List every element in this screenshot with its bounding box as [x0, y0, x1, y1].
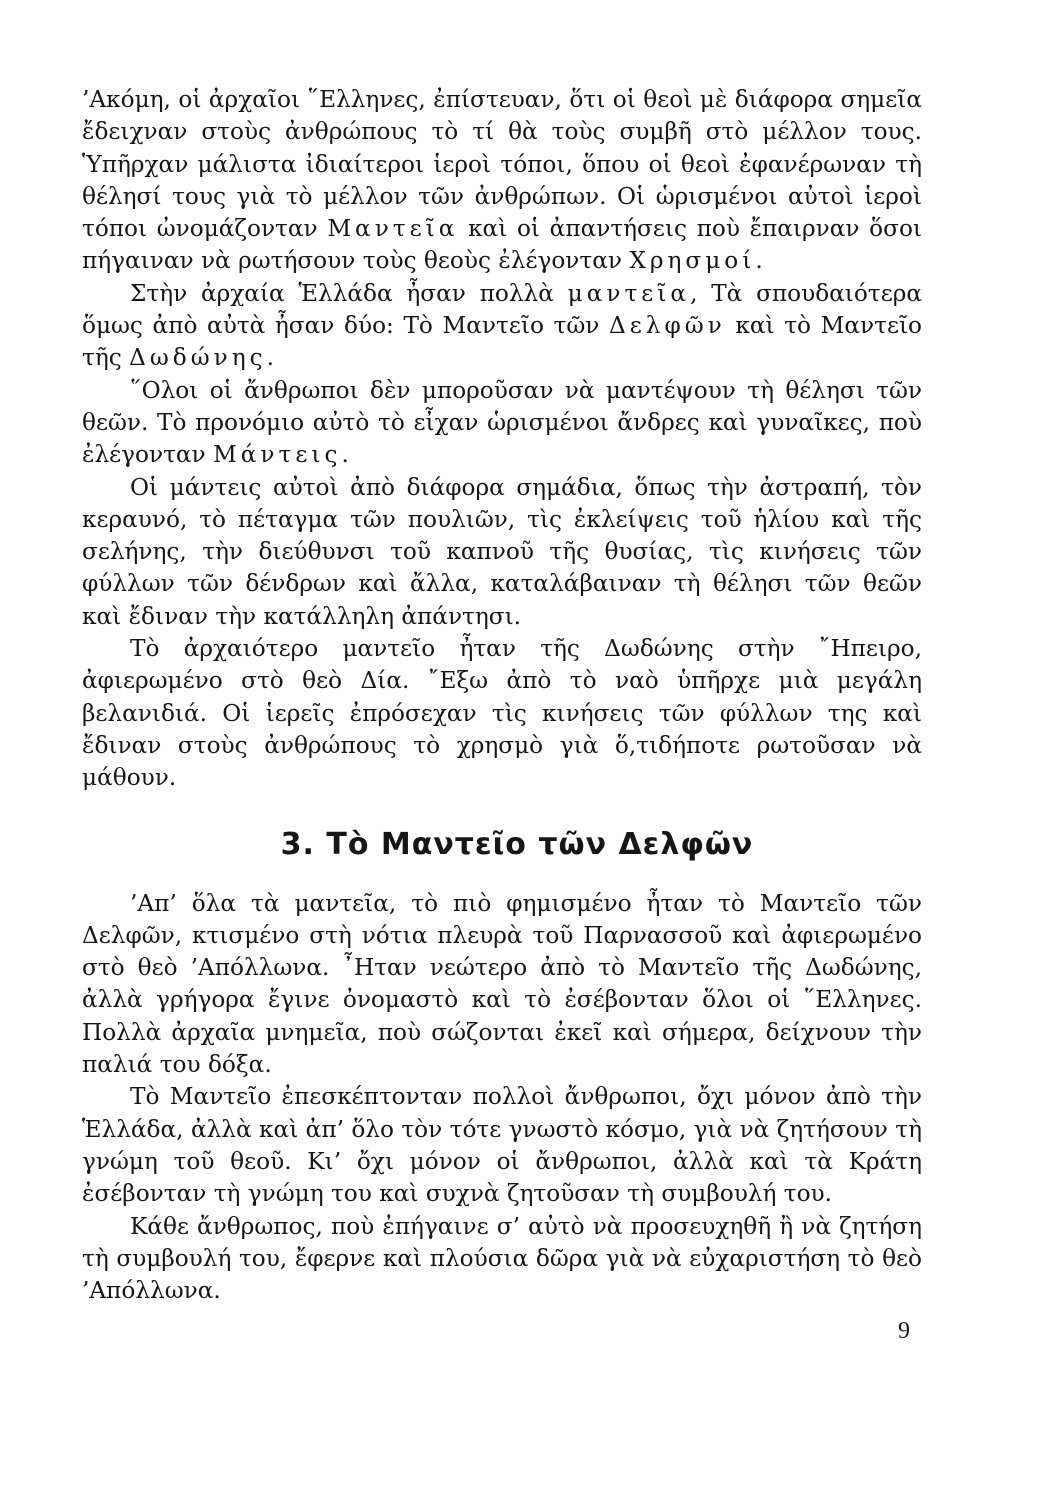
paragraph-dodona — [82, 633, 922, 794]
term-chrismoi: Χρησμοί — [629, 247, 756, 275]
page-number: 9 — [898, 1318, 910, 1344]
body-before-heading — [82, 84, 922, 795]
section-heading: 3. Τὸ Μαντεῖο τῶν Δελφῶν — [280, 826, 754, 862]
text-run: . — [755, 247, 763, 275]
text-run: καὶ τὸ Μαντεῖο τῆς — [82, 312, 923, 372]
text-run: ῞Ολοι οἱ ἄνθρωποι δὲν μποροῦσαν νὰ μαντέψουν τὴ θέλησι τῶν θεῶν. Τὸ προνόμιο αὐτὸ τὸ εἶχαν ὡρισμένοι ἄνδρες καὶ γυναῖκες, ποὺ ἐλέγονταν — [82, 376, 922, 469]
text-run: . — [266, 344, 274, 372]
term-manteia: Μαντεῖα — [327, 215, 459, 243]
term-delphi: Δελφῶν — [609, 312, 726, 340]
text-run: Κάθε ἄνθρωπος, ποὺ ἐπήγαινε σ’ αὐτὸ νὰ προσευχηθῆ ἢ νὰ ζητήση τὴ συμβουλή του, ἔφερνε καὶ πλούσια δῶρα γιὰ νὰ εὐχαριστήση τὸ θεὸ ’Απόλλωνα. — [82, 1212, 922, 1305]
term-manteis: Μάντεις — [213, 441, 342, 469]
text-run: ’Ακόμη, οἱ ἀρχαῖοι ῞Ελληνες, ἐπίστευαν, ὅτι οἱ θεοὶ μὲ διάφορα σημεῖα ἔδειχναν στοὺς ἀνθρώπους τὸ τί θὰ τοὺς συμβῆ στὸ μέλλον τους. Ὑπῆρχαν μάλιστα ἰδιαίτεροι ἱεροὶ τόποι, ὅπου οἱ θεοὶ ἐφανέρωναν τὴ θέλησί τους γιὰ τὸ μέλλον τῶν ἀνθρώπων. Οἱ ὡρισμένοι αὐτοὶ ἱεροὶ τόποι ὠνομάζονταν — [82, 86, 922, 243]
text-run: Τὸ ἀρχαιότερο μαντεῖο ἦταν τῆς Δωδώνης στὴν ῎Ηπειρο, ἀφιερωμένο στὸ θεὸ Δία. ῎Εξω ἀπὸ τὸ ναὸ ὑπῆρχε μιὰ μεγάλη βελανιδιά. Οἱ ἱερεῖς ἐπρόσεχαν τὶς κινήσεις τῶν φύλλων της καὶ ἔδιναν στοὺς ἀνθρώπους τὸ χρησμὸ γιὰ ὅ,τιδήποτε ρωτοῦσαν νὰ μάθουν. — [82, 635, 922, 792]
paragraph-visitors — [82, 1081, 922, 1210]
paragraph-delphi-fame — [82, 888, 922, 1082]
text-run: Στὴν ἀρχαία Ἑλλάδα ἦσαν πολλὰ — [130, 279, 568, 307]
text-run: , Τὰ σπουδαιότερα ὅμως ἀπὸ αὐτὰ ἦσαν δύο: Τὸ Μαντεῖο τῶν — [82, 279, 922, 340]
paragraph-seers — [82, 375, 922, 472]
body-after-heading — [82, 888, 922, 1308]
paragraph-signs — [82, 472, 922, 633]
paragraph-gifts — [82, 1211, 922, 1308]
term-dodona: Δωδώνης — [129, 344, 267, 372]
book-page — [82, 84, 922, 1307]
text-run: Τὸ Μαντεῖο ἐπεσκέπτονταν πολλοὶ ἄνθρωποι, ὄχι μόνον ἀπὸ τὴν Ἑλλάδα, ἀλλὰ καὶ ἀπ’ ὅλο τὸν τότε γνωστὸ κόσμο, γιὰ νὰ ζητήσουν τὴ γνώμη τοῦ θεοῦ. Κι’ ὄχι μόνον οἱ ἄνθρωποι, ἀλλὰ καὶ τὰ Κράτη ἐσέβονταν τὴ γνώμη του καὶ συχνὰ ζητοῦσαν τὴ συμβουλή του. — [82, 1083, 922, 1208]
text-run: Οἱ μάντεις αὐτοὶ ἀπὸ διάφορα σημάδια, ὅπως τὴν ἀστραπή, τὸν κεραυνό, τὸ πέταγμα τῶν πουλιῶν, τὶς ἐκλείψεις τοῦ ἡλίου καὶ τῆς σελήνης, τὴν διεύθυνσι τοῦ καπνοῦ τῆς θυσίας, τὶς κινήσεις τῶν φύλλων τῶν δένδρων καὶ ἄλλα, καταλάβαιναν τὴ θέλησι τῶν θεῶν καὶ ἔδιναν τὴν κατάλληλη ἀπάντησι. — [82, 473, 922, 630]
text-run: ’Απ’ ὅλα τὰ μαντεῖα, τὸ πιὸ φημισμένο ἦταν τὸ Μαντεῖο τῶν Δελφῶν, κτισμένο στὴ νότια πλευρὰ τοῦ Παρνασσοῦ καὶ ἀφιερωμένο στὸ θεὸ ’Απόλλωνα. ῏Ηταν νεώτερο ἀπὸ τὸ Μαντεῖο τῆς Δωδώνης, ἀλλὰ γρήγορα ἔγινε ὀνομαστὸ καὶ τὸ ἐσέβονταν ὅλοι οἱ ῞Ελληνες. Πολλὰ ἀρχαῖα μνημεῖα, ποὺ σώζονται ἐκεῖ καὶ σήμερα, δείχνουν τὴν παλιά του δόξα. — [82, 889, 922, 1079]
term-manteia-plural: μαντεῖα — [567, 279, 691, 307]
text-run: . — [341, 441, 349, 469]
paragraph-main-oracles — [82, 278, 922, 375]
paragraph-oracles-intro — [82, 84, 922, 278]
text-run: καὶ οἱ ἀπαντήσεις ποὺ ἔπαιρναν ὅσοι πήγαιναν νὰ ρωτήσουν τοὺς θεοὺς ἐλέγονταν — [82, 215, 923, 275]
